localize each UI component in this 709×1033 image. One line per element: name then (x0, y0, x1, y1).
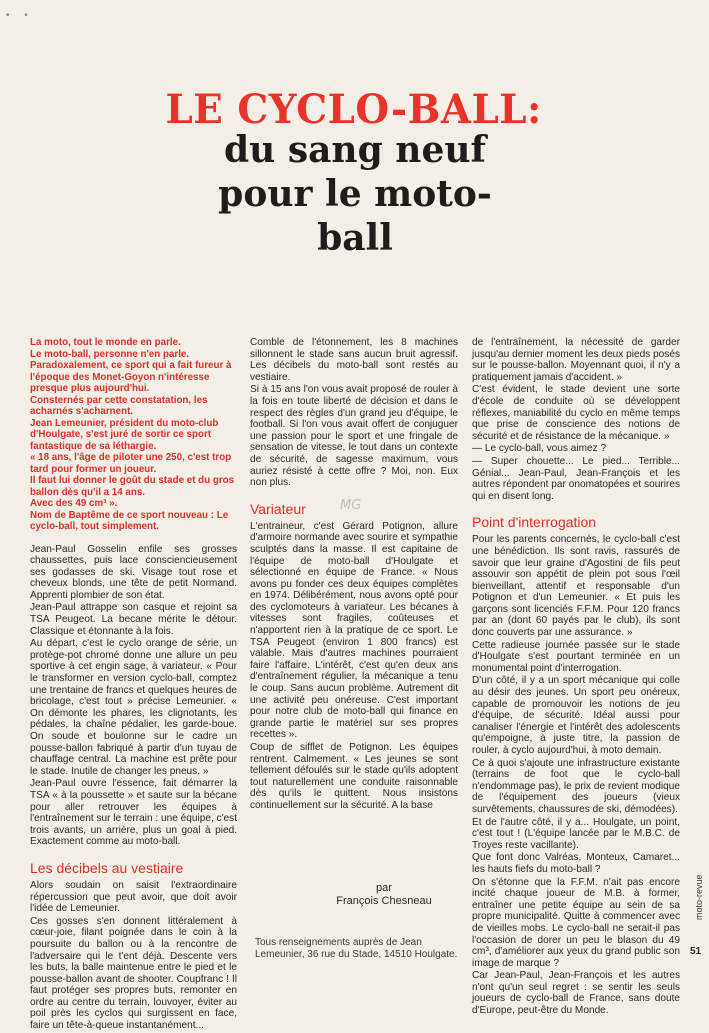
paragraph: Comble de l'étonnement, les 8 machines sillonnent le stade sans aucun bruit agressif. Les décibels du moto-ball sont restés au vestiaire. (250, 337, 458, 383)
intro-line: Il faut lui donner le goût du stade et du gros ballon dès qu'il a 14 ans. (30, 475, 235, 498)
column-3-body (472, 337, 680, 502)
byline (334, 882, 434, 908)
intro-block (30, 337, 237, 533)
footer-note: Tous renseignements auprès de Jean Lemeunier, 36 rue du Stade, 14510 Houlgate. (255, 937, 458, 960)
intro-line: Paradoxalement, ce sport qui a fait fureur à l'époque des Monet-Goyon n'intéresse presque plus aujourd'hui. (30, 360, 232, 394)
column-2-body-2 (250, 521, 458, 812)
paragraph: de l'entraînement, la nécessité de garder jusqu'au dernier moment les deux pieds posés sur le pousse-ballon. Moyennant quoi, il n'y a pratiquement jamais d'accident. » (472, 337, 680, 383)
intro-line: Le moto-ball, personne n'en parle. (30, 348, 190, 360)
column-1-body-2 (30, 880, 237, 1032)
paragraph: Jean-Paul ouvre l'essence, fait démarrer la TSA « à la poussette » et saute sur la bécane pour aller retrouver les équipes à l'entraînement sur le terrain : une équipe, c'est trois avants, un arrière, plus un goal à pied. Exactement comme au moto-ball. (30, 778, 237, 848)
intro-line: Nom de Baptême de ce sport nouveau : Le cyclo-ball, tout simplement. (30, 509, 229, 532)
paragraph: On s'étonne que la F.F.M. n'ait pas encore incité chaque joueur de M.B. à former, entraîner une petite équipe au sein de sa propre municipalité. Quitte à commencer avec de vieilles mobs. Le cyclo-ball ne serait-il pas l'occasion de dorer un peu le blason du 49 cm³, d'améliorer aux yeux du grand public son image de marque ? (472, 876, 680, 969)
paragraph: Que font donc Valréas, Monteux, Camaret... les hauts fiefs du moto-ball ? (472, 852, 680, 875)
headline: LE CYCLO-BALL: (165, 86, 542, 133)
page-marks: • • (6, 10, 34, 21)
paragraph: C'est évident, le stade devient une sorte d'école de conduite où se développent réflexes, maniabilité du cyclo en même temps que prise de conscience des notions de sécurité et de résistance de la mécanique. » (472, 384, 680, 442)
byline-par: par (376, 882, 392, 894)
column-2 (250, 337, 458, 813)
column-2-body (250, 337, 458, 489)
section-heading-variateur: Variateur (250, 500, 306, 517)
section-heading-interrogation: Point d'interrogation (472, 514, 597, 531)
intro-line: « 18 ans, l'âge de piloter une 250, c'est trop tard pour former un joueur. (30, 452, 232, 475)
subheadline: du sang neuf pour le moto-ball (218, 129, 492, 259)
column-3 (472, 337, 680, 1018)
paragraph: L'entraineur, c'est Gérard Potignon, allure d'armoire normande avec sourire et sympathie sculptés dans la masse. Il est capitaine de l'équipe de moto-ball d'Houlgate et sélectionné en équipe de France. « Nous avons pu fonder ces deux équipes complètes en 1974. Délibérément, nous avons opté pour des cyclomoteurs à variateur. Les bécanes à vitesses sont fragiles, coûteuses et n'apportent rien à la pratique de ce sport. Le TSA Peugeot (environ 1 800 francs) est valable. Mais d'autres machines pourraient faire l'affaire. L'intérêt, c'est qu'en deux ans d'entraînement régulier, la mécanique a tenu le coup. Sans aucun problème. Autrement dit une activité peu onéreuse. C'est important pour notre club de moto-ball qui finance en grande partie le matériel sur ses propres recettes ». (250, 520, 458, 741)
byline-author: François Chesneau (336, 895, 432, 907)
paragraph: Coup de sifflet de Potignon. Les équipes rentrent. Calmement. « Les jeunes se sont tellement défoulés sur le stade qu'ils adoptent tout naturellement une conduite raisonnable dès qu'ils le quittent. Nous insistons continuellement sur la sécurité. A la base (250, 742, 458, 811)
column-3-body-2 (472, 534, 680, 1016)
paragraph: D'un côté, il y a un sport mécanique qui colle au désir des jeunes. Un sport peu onéreux, capable de promouvoir les notions de jeu d'équipe, de sécurité. Idéal aussi pour canaliser l'énergie et l'intérêt des adolescents qu'empoigne, à juste titre, la passion de rouler, à cyclo aujourd'hui, à moto demain. (472, 675, 680, 756)
paragraph: Pour les parents concernés, le cyclo-ball c'est une bénédiction. Ils sont ravis, rassurés de savoir que leur graine d'Agostini de fils peut assouvir son appétit de plein pot sous l'œil bienveillant, attentif et responsable d'un Potignon et d'un Lemeunier. « Et puis les garçons sont licenciés F.F.M. Pour 120 francs par an (dont 60 payés par le club), ils sont donc couverts par une assurance. » (472, 534, 680, 639)
paragraph: Ce à quoi s'ajoute une infrastructure existante (terrains de foot que le cyclo-ball n'endommage pas), le prix de revient modique de l'équipement des joueurs (vieux survêtements, chaussures de ski, démodées). (472, 757, 680, 815)
intro-line: Jean Lemeunier, président du moto-club d'Houlgate, s'est juré de sortir ce sport fantastique de sa léthargie. (30, 417, 219, 452)
intro-line: La moto, tout le monde en parle. (30, 337, 181, 348)
intro-line: Consternés par cette constatation, les acharnés s'acharnent. (30, 394, 208, 417)
column-1-body (30, 544, 237, 848)
paragraph: Ces gosses s'en donnent littéralement à cœur-joie, filant poignée dans le coin à la poursuite du ballon ou à la rencontre de l'adversaire qui le t'ent déjà. Descente vers les buts, la balle maintenue entre le pied et le pousse-ballon avant de shooter. Coupfranc ! Il faut protéger ses propres buts, remonter en ordre au centre du terrain, louvoyer, éviter au poil près les cyclos qui surgissent en face, faire un tête-à-queue instantanément... (30, 915, 237, 1032)
magazine-name: moto-revue (694, 874, 704, 920)
page-number: 51 (690, 946, 702, 957)
column-1 (30, 337, 237, 1033)
intro-line: Avec des 49 cm³ ». (30, 498, 118, 509)
watermark-logo: MG (340, 498, 362, 513)
paragraph: Jean-Paul Gosselin enfile ses grosses chaussettes, puis lace consciencieusement ses godasses de ski. Visage tout rose et cheveux blonds, une tête de petit Normand. Apprenti plombier de son état. (30, 543, 237, 601)
paragraph: Jean-Paul attrappe son casque et rejoint sa TSA Peugeot. La becane mérite le détour. Classique et étonnante à la fois. (30, 602, 237, 637)
paragraph: Cette radieuse journée passée sur le stade d'Houlgate s'est pourtant terminée en un monumental point d'interrogation. (472, 639, 680, 674)
paragraph: — Super chouette... Le pied... Terrible... Génial... Jean-Paul, Jean-François et les autres répondent par onomatopées et sourires qui en disent long. (472, 455, 680, 502)
paragraph: — Le cyclo-ball, vous aimez ? (472, 443, 607, 455)
paragraph: Au départ, c'est le cyclo orange de série, un protège-pot chromé donne une allure un peu sportive à cet engin sage, à variateur. « Pour le transformer en version cyclo-ball, comptez une trentaine de francs et quelques heures de bricolage, c'est tout » précise Lemeunier. « On démonte les phares, les clignotants, les pédales, la chaîne pédalier, les garde-boue. On soude et boulonne sur le cadre un pousse-ballon fabriqué à partir d'un tuyau de chauffage central. La machine est prête pour le stade. Inutile de changer les pneus. » (30, 638, 237, 777)
section-heading-decibels: Les décibels au vestiaire (30, 859, 184, 876)
paragraph: Si à 15 ans l'on vous avait proposé de rouler à la fois en toute liberté de décision et dans le respect des règles d'un grand jeu d'équipe, le football. Si l'on vous avait offert de conjuguer une passion pour le sport et une fringale de sensation de vitesse, le tout dans un contexte de sécurité, de sagesse maximum, vous auriez résisté à cette offre ? Moi, non. Eux non plus. (250, 384, 458, 489)
intro-paragraph (30, 337, 237, 533)
paragraph: Car Jean-Paul, Jean-François et les autres n'ont qu'un seul regret : se sentir les seuls joueurs de cyclo-ball de France, sans doute d'Europe, peut-être du Monde. (472, 970, 680, 1017)
paragraph: Alors soudain on saisit l'extraordinaire répercussion que peut avoir, que doit avoir l'idée de Lemeunier. (30, 879, 237, 915)
paragraph: Et de l'autre côté, il y a... Houlgate, un point, c'est tout ! (L'équipe lancée par le M.B.C. de Troyes reste vacillante). (472, 816, 680, 851)
